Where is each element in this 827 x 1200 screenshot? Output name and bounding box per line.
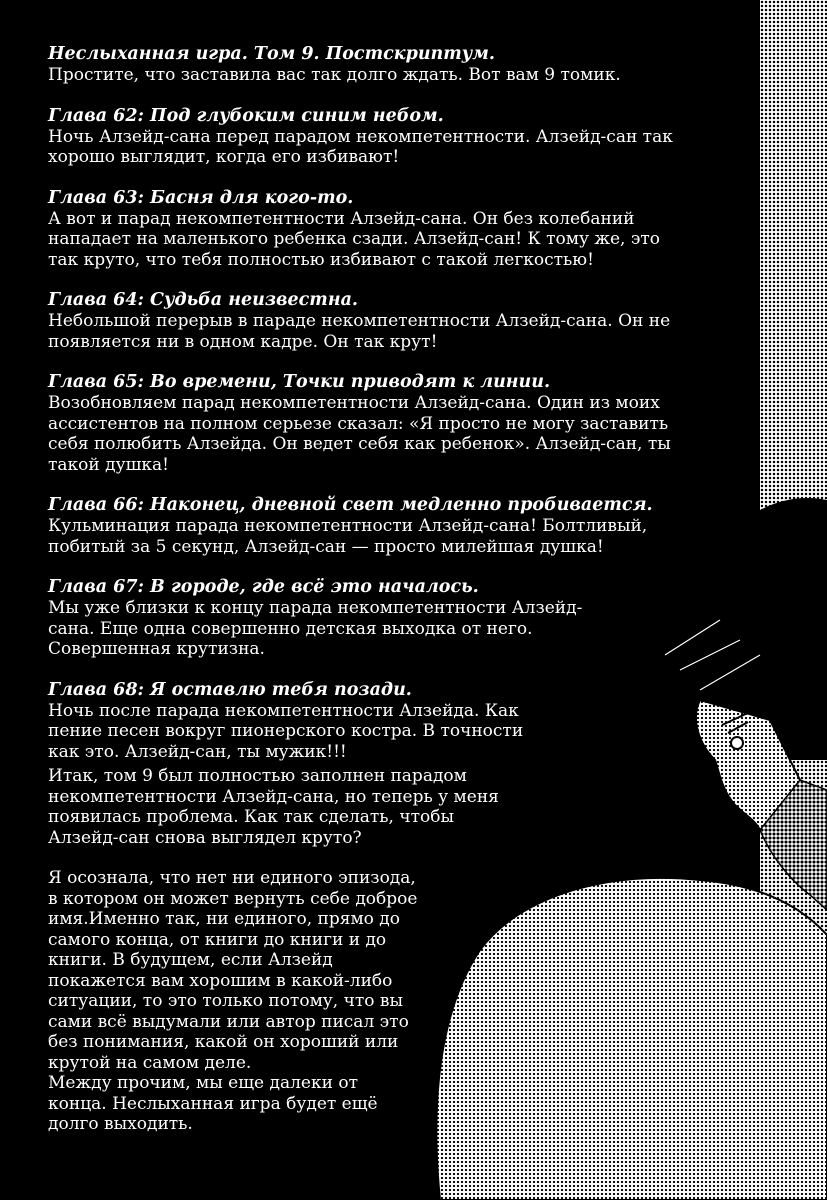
text-line: без понимания, какой он хороший или [48, 1032, 399, 1052]
text-line: появилась проблема. Как так сделать, чтобы [48, 807, 454, 827]
text-line: ситуации, то это только потому, что вы [48, 991, 403, 1011]
chapter-66 [48, 495, 748, 557]
text-line: имя.Именно так, ни единого, прямо до [48, 909, 401, 929]
text-line: нападает на маленького ребенка сзади. Алзейд-сан! К тому же, это [48, 229, 661, 249]
chapter-title: Глава 66: Наконец, дневной свет медленно пробивается. [48, 495, 653, 515]
text-line: хорошо выглядит, когда его избивают! [48, 147, 400, 167]
postscript-body [48, 65, 748, 86]
chapter-body [48, 127, 748, 168]
chapter-62 [48, 106, 748, 168]
text-line: ассистентов на полном серьезе сказал: «Я просто не могу заставить [48, 413, 669, 434]
text-line: Ночь после парада некомпетентности Алзейда. Как [48, 700, 519, 721]
text-line: покажется вам хорошим в какой-либо [48, 970, 393, 991]
text-column [48, 44, 748, 782]
text-line: Совершенная крутизна. [48, 639, 265, 659]
chapter-64 [48, 290, 748, 352]
text-line: Мы уже близки к концу парада некомпетентности Алзейд- [48, 598, 583, 618]
text-line: такой душка! [48, 454, 170, 475]
text-line: так круто, что тебя полностью избивают с такой легкостью! [48, 249, 594, 270]
text-line: Простите, что заставила вас так долго ждать. Вот вам 9 томик. [48, 65, 621, 85]
text-line: Кульминация парада некомпетентности Алзейд-сана! Болтливый, [48, 516, 648, 536]
text-line: долго выходить. [48, 1114, 193, 1134]
text-line: книги. В будущем, если Алзейд [48, 950, 333, 970]
chapter-67 [48, 577, 748, 660]
text-line: сана. Еще одна совершенно детская выходка от него. [48, 618, 533, 639]
chapter-title: Глава 67: В городе, где всё это началось. [48, 577, 479, 597]
text-line: сами всё выдумали или автор писал это [48, 1011, 409, 1032]
text-line: в котором он может вернуть себе доброе [48, 888, 418, 909]
afterword-paragraph-1 [48, 766, 508, 848]
chapter-body [48, 209, 748, 271]
text-line: Возобновляем парад некомпетентности Алзейд-сана. Один из моих [48, 393, 660, 413]
afterword [48, 766, 508, 1135]
text-line: появляется ни в одном кадре. Он так крут! [48, 331, 438, 352]
text-line: Ночь Алзейд-сана перед парадом некомпетентности. Алзейд-сан так [48, 126, 673, 147]
chapter-body [48, 598, 748, 660]
text-line: крутой на самом деле. [48, 1052, 252, 1073]
text-line: конца. Неслыханная игра будет ещё [48, 1093, 378, 1114]
text-line: Между прочим, мы еще далеки от [48, 1073, 358, 1093]
chapter-title: Глава 63: Басня для кого-то. [48, 187, 354, 208]
chapter-title: Глава 62: Под глубоким синим небом. [48, 105, 444, 126]
chapter-title: Глава 64: Судьба неизвестна. [48, 290, 359, 310]
text-line: А вот и парад некомпетентности Алзейд-сана. Он без колебаний [48, 208, 635, 229]
chapter-title: Глава 68: Я оставлю тебя позади. [48, 679, 412, 700]
chapter-65 [48, 372, 748, 475]
text-line: самого конца, от книги до книги и до [48, 929, 387, 950]
chapter-title: Глава 65: Во времени, Точки приводят к линии. [48, 372, 551, 392]
text-line: как это. Алзейд-сан, ты мужик!!! [48, 741, 347, 762]
chapter-body [48, 393, 748, 475]
afterword-paragraph-2 [48, 868, 508, 1135]
chapter-68 [48, 680, 748, 763]
text-line: некомпетентности Алзейд-сана, но теперь у меня [48, 786, 499, 807]
postscript-title: Неслыханная игра. Том 9. Постскриптум. [48, 44, 495, 64]
text-line: Итак, том 9 был полностью заполнен парадом [48, 766, 467, 786]
text-line: побитый за 5 секунд, Алзейд-сан — просто милейшая душка! [48, 536, 604, 557]
text-line: Я осознала, что нет ни единого эпизода, [48, 868, 416, 888]
chapter-body [48, 701, 748, 763]
chapter-body [48, 516, 748, 557]
text-line: себя полюбить Алзейда. Он ведет себя как ребенок». Алзейд-сан, ты [48, 434, 671, 454]
postscript-block [48, 44, 748, 86]
chapter-body [48, 311, 748, 352]
text-line: Алзейд-сан снова выглядел круто? [48, 827, 362, 848]
text-line: пение песен вокруг пионерского костра. В точности [48, 721, 524, 741]
text-line: Небольшой перерыв в параде некомпетентности Алзейд-сана. Он не [48, 311, 671, 331]
chapter-63 [48, 188, 748, 271]
